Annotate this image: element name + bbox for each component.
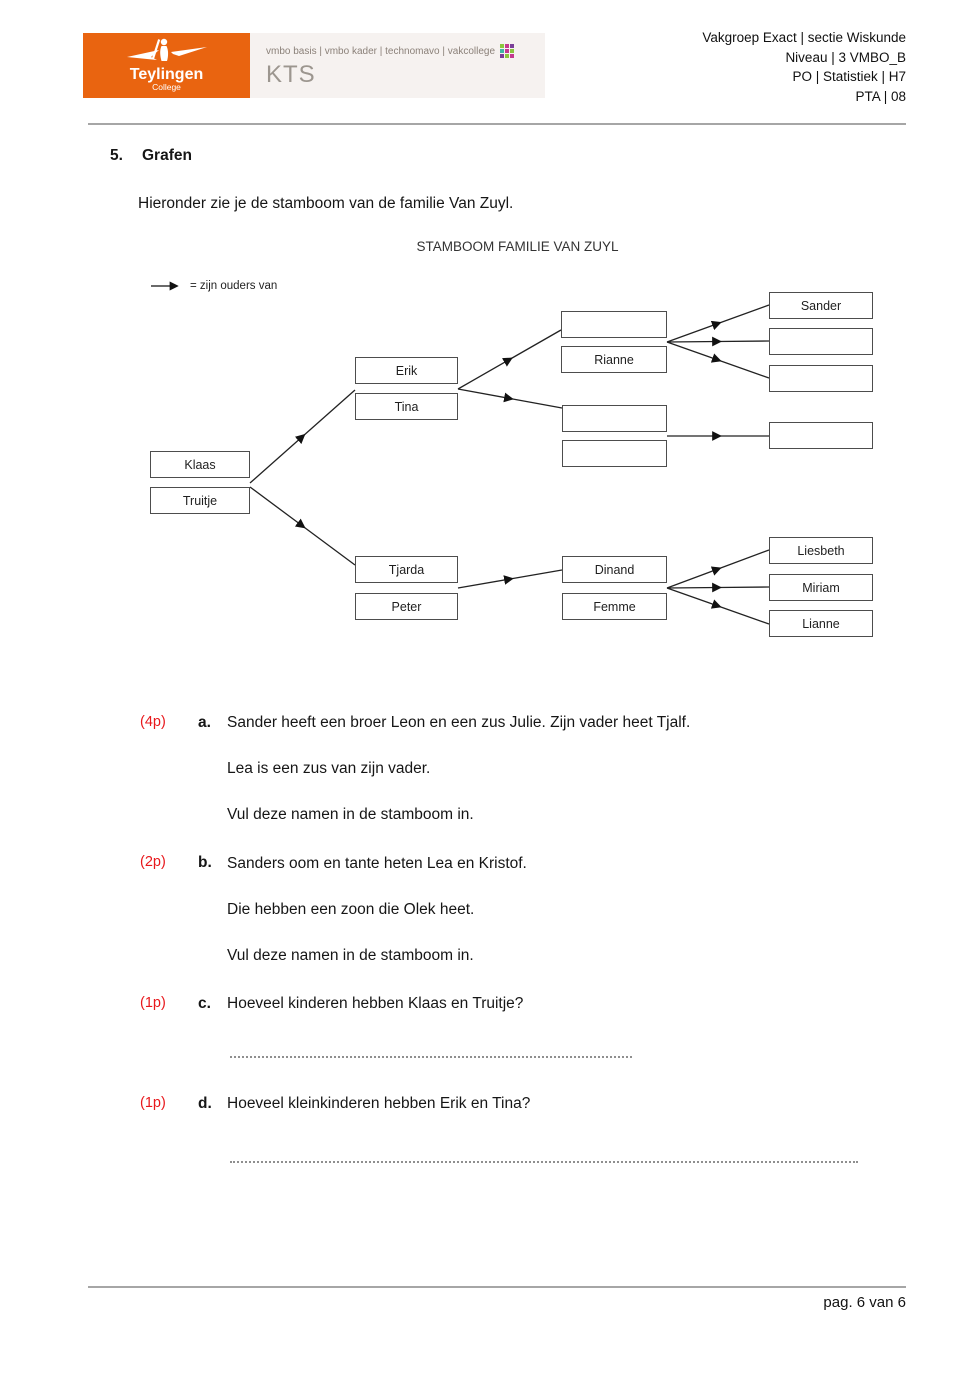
- question-b-line-1: Sanders oom en tante heten Lea en Kristof.: [227, 855, 527, 872]
- footer-divider: [88, 1286, 906, 1288]
- tree-edge-7: [667, 342, 769, 378]
- grid-icon-cell: [510, 49, 514, 53]
- school-tracks: [266, 44, 545, 58]
- question-d-answer-line: [230, 1147, 858, 1163]
- meta-line-4: PTA | 08: [855, 88, 906, 104]
- tree-node-erik: Erik: [355, 357, 458, 384]
- question-b-letter: b.: [198, 854, 212, 871]
- tree-edge-2: [250, 487, 355, 565]
- question-b-line-3: Vul deze namen in de stamboom in.: [227, 947, 474, 964]
- question-d-letter: d.: [198, 1095, 212, 1112]
- grid-icon-cell: [505, 54, 509, 58]
- meta-line-3: PO | Statistiek | H7: [792, 69, 906, 84]
- question-c-answer-line: [230, 1042, 632, 1058]
- tree-node-miriam: Miriam: [769, 574, 873, 601]
- logo-title: Teylingen: [129, 66, 204, 83]
- vakcollege-grid-icon: [500, 44, 514, 58]
- tree-node-blank-couple-bottom: [562, 440, 667, 467]
- question-c-points: (1p): [140, 995, 166, 1011]
- question-c-letter: c.: [198, 995, 211, 1012]
- logo-strip: [250, 33, 545, 98]
- section-intro: Hieronder zie je de stamboom van de familie Van Zuyl.: [138, 195, 514, 212]
- tree-edge-12: [667, 588, 769, 624]
- tree-edge-5: [667, 305, 769, 342]
- tree-node-tjarda: Tjarda: [355, 556, 458, 583]
- meta-line-1: Vakgroep Exact | sectie Wiskunde: [702, 30, 906, 45]
- tracks-label: vmbo basis | vmbo kader | technomavo | vakcollege: [266, 45, 496, 57]
- tree-edge-9: [458, 570, 562, 588]
- question-a-line-3: Vul deze namen in de stamboom in.: [227, 806, 474, 823]
- question-a-letter: a.: [198, 714, 211, 731]
- grid-icon-cell: [500, 49, 504, 53]
- school-logo: [83, 33, 250, 98]
- tree-node-rianne: Rianne: [561, 346, 667, 373]
- grid-icon-cell: [510, 44, 514, 48]
- tree-node-lianne: Lianne: [769, 610, 873, 637]
- tree-node-peter: Peter: [355, 593, 458, 620]
- grid-icon-cell: [510, 54, 514, 58]
- tree-node-dinand: Dinand: [562, 556, 667, 583]
- tree-node-truitje: Truitje: [150, 487, 250, 514]
- header-divider: [88, 123, 906, 125]
- tree-node-tina: Tina: [355, 393, 458, 420]
- tree-edge-1: [250, 390, 355, 483]
- tree-edge-4: [458, 389, 562, 408]
- tree-edge-6: [667, 341, 769, 342]
- section-number: 5.: [110, 147, 123, 164]
- tree-edge-3: [458, 330, 561, 389]
- tree-node-sander: Sander: [769, 292, 873, 319]
- grid-icon-cell: [505, 44, 509, 48]
- meta-line-2: Niveau | 3 VMBO_B: [785, 49, 906, 65]
- family-tree-diagram: [145, 238, 890, 650]
- tree-node-blank-sibling-1: [769, 328, 873, 355]
- tree-node-femme: Femme: [562, 593, 667, 620]
- question-a-line-1: Sander heeft een broer Leon en een zus Julie. Zijn vader heet Tjalf.: [227, 714, 691, 731]
- question-b-line-2: Die hebben een zoon die Olek heet.: [227, 901, 475, 918]
- tree-edge-10: [667, 550, 769, 588]
- tree-node-klaas: Klaas: [150, 451, 250, 478]
- question-d-line-1: Hoeveel kleinkinderen hebben Erik en Tina?: [227, 1095, 531, 1112]
- question-c-line-1: Hoeveel kinderen hebben Klaas en Truitje?: [227, 995, 524, 1012]
- school-abbreviation: KTS: [266, 61, 316, 88]
- tree-node-blank-sibling-2: [769, 365, 873, 392]
- tree-node-blank-cousin: [769, 422, 873, 449]
- question-a-line-2: Lea is een zus van zijn vader.: [227, 760, 431, 777]
- diagram-title: STAMBOOM FAMILIE VAN ZUYL: [416, 239, 619, 254]
- question-a-points: (4p): [140, 714, 166, 730]
- tree-node-liesbeth: Liesbeth: [769, 537, 873, 564]
- section-title: Grafen: [142, 147, 192, 164]
- grid-icon-cell: [500, 54, 504, 58]
- legend-label: = zijn ouders van: [190, 280, 278, 292]
- grid-icon-cell: [500, 44, 504, 48]
- tree-node-blank-partner-rianne: [561, 311, 667, 338]
- page-number: pag. 6 van 6: [823, 1294, 906, 1311]
- tree-node-blank-couple-top: [562, 405, 667, 432]
- tree-edge-11: [667, 587, 769, 588]
- grid-icon-cell: [505, 49, 509, 53]
- document-meta: [702, 28, 906, 106]
- question-b-points: (2p): [140, 854, 166, 870]
- question-d-points: (1p): [140, 1095, 166, 1111]
- logo-subtitle: College: [152, 82, 181, 92]
- kayaker-icon: [127, 38, 207, 66]
